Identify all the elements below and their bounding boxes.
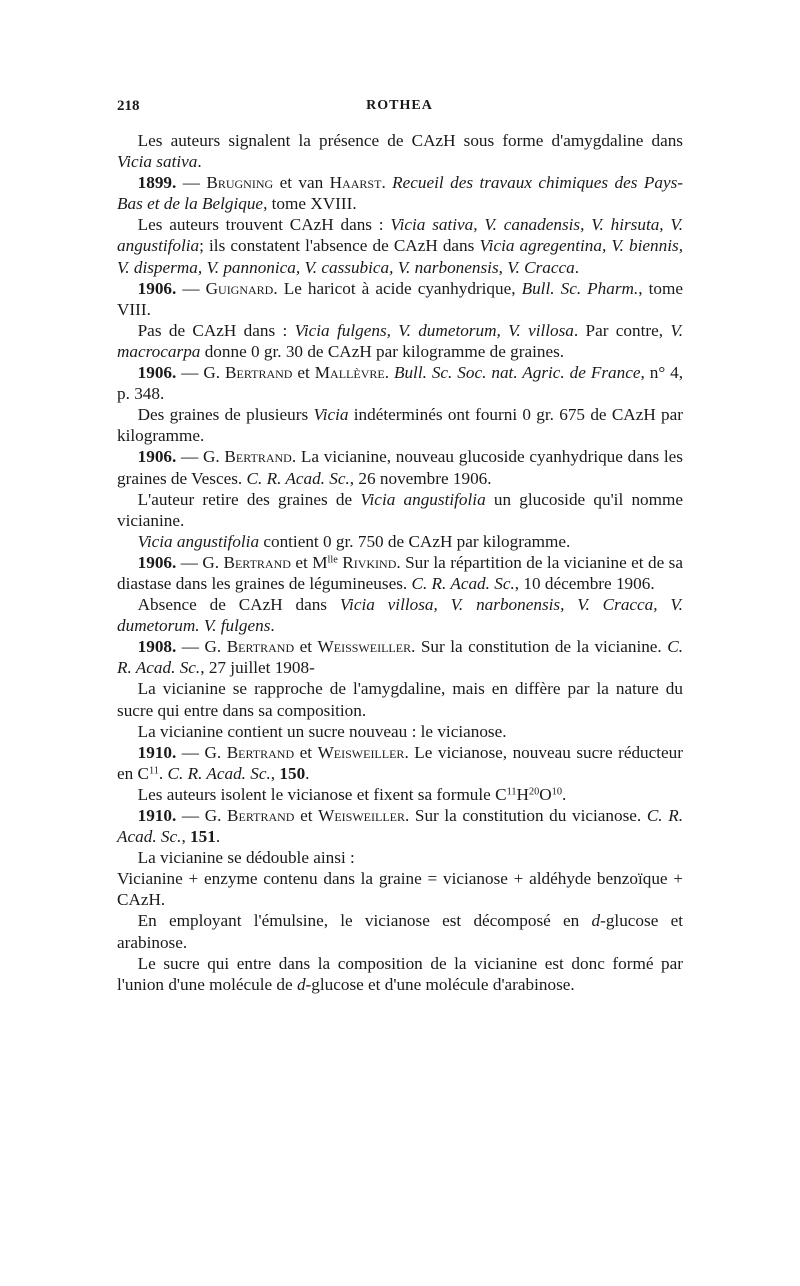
text: O <box>539 784 552 804</box>
text: . <box>270 616 275 636</box>
text: Les auteurs trouvent CAzH dans : <box>137 215 391 235</box>
journal-title: Recueil des travaux chimiques des Pays-Bas et de la Belgique <box>117 173 684 214</box>
text: , tome XVIII. <box>263 194 357 214</box>
text: . <box>305 763 310 783</box>
text: donne 0 gr. 30 de CAzH par kilogramme de graines. <box>200 341 565 361</box>
paragraph <box>117 320 683 362</box>
paragraph: La vicianine se rapproche de l'amygdaline, mais en diffère par la nature du sucre qui entre dans sa composition. <box>117 679 683 720</box>
journal-title: C. R. Acad. Sc. <box>167 763 271 783</box>
species-name: V. macrocarpa <box>117 320 683 361</box>
bibliography-entry <box>117 172 683 214</box>
text: — G. <box>176 806 228 825</box>
year: 1908. <box>137 637 177 657</box>
year: 1910. <box>137 742 177 762</box>
species-list: Vicia sativa, V. canadensis, V. hirsuta, V. angustifolia <box>117 215 683 256</box>
text: . <box>215 827 221 847</box>
running-title: ROTHEA <box>366 98 433 113</box>
author-name: Bertrand <box>223 552 291 572</box>
text: . Le vicianose, nouveau sucre réducteur en C <box>117 742 683 783</box>
species-name: Vicia sativa <box>117 152 198 172</box>
text: , n° 4, p. 348. <box>117 363 684 404</box>
text: , tome VIII. <box>117 278 683 319</box>
text: -glucose et arabinose. <box>117 911 683 952</box>
species-list: Vicia villosa, V. narbonensis, V. Cracca, V. dumetorum. V. fulgens <box>117 595 683 636</box>
page-header <box>117 98 682 120</box>
paragraph <box>117 130 683 172</box>
author-name: Bertrand <box>226 742 295 762</box>
author-name: Weisweiller <box>318 806 405 825</box>
paragraph <box>117 784 683 805</box>
paragraph <box>117 214 683 277</box>
text: . Le haricot à acide cyanhydrique, <box>273 278 522 298</box>
superscript: 11 <box>148 765 159 777</box>
page-body <box>117 130 683 995</box>
text: Pas de CAzH dans : <box>137 320 295 340</box>
text: . Sur la constitution de la vicianine. <box>411 637 668 657</box>
text: . <box>197 152 202 172</box>
species-name: Vicia <box>313 405 349 425</box>
year: 1899. <box>137 173 177 193</box>
text: Les auteurs isolent le vicianose et fixent sa formule C <box>137 784 507 804</box>
superscript: lle <box>327 554 338 566</box>
text: . <box>158 763 168 783</box>
text: et <box>292 363 315 383</box>
bibliography-entry <box>117 636 683 678</box>
text: . <box>561 784 567 804</box>
year: 1910. <box>137 806 177 825</box>
volume-number: 151 <box>190 827 216 847</box>
bibliography-entry <box>117 742 683 784</box>
text: un glucoside qu'il nomme vicianine. <box>117 489 684 530</box>
bibliography-entry <box>117 278 683 320</box>
text: et <box>294 637 318 657</box>
text: — G. <box>176 637 227 657</box>
volume-number: 150 <box>279 763 306 783</box>
author-name: Bertrand <box>226 637 295 657</box>
text: — G. <box>176 742 227 762</box>
paragraph <box>117 953 683 995</box>
text: , 27 juillet 1908- <box>200 658 315 678</box>
text: H <box>516 784 529 804</box>
text: . Sur la répartition de la vicianine et de sa diastase dans les graines de légumineuses. <box>117 552 683 593</box>
text: contient 0 gr. 750 de CAzH par kilogramme. <box>259 531 571 551</box>
author-name: Bertrand <box>225 363 293 383</box>
text: , <box>270 763 280 783</box>
text: indéterminés ont fourni 0 gr. 675 de CAzH par kilogramme. <box>117 405 683 446</box>
text: — <box>176 173 207 193</box>
text: et <box>294 806 319 825</box>
author-name: Bertrand <box>227 806 295 825</box>
species-list: Vicia fulgens, V. dumetorum, V. villosa <box>294 320 574 340</box>
year: 1906. <box>137 552 177 572</box>
text: et <box>294 742 318 762</box>
journal-title: Bull. Sc. Pharm. <box>521 278 639 298</box>
text: — G. <box>176 363 226 383</box>
bibliography-entry <box>117 805 683 847</box>
superscript: 10 <box>551 786 562 798</box>
year: 1906. <box>137 363 177 383</box>
text: — <box>176 278 206 298</box>
text: Des graines de plusieurs <box>137 405 314 425</box>
page-number: 218 <box>117 98 140 114</box>
bibliography-entry <box>117 552 683 594</box>
text: -glucose et d'une molécule d'arabinose. <box>305 974 575 994</box>
text: et M <box>290 552 328 572</box>
italic-prefix: d <box>296 974 306 994</box>
text: , 26 novembre 1906. <box>349 468 492 488</box>
bibliography-entry <box>117 362 683 404</box>
species-list: Vicia agregentina, V. biennis, V. disperma, V. pannonica, V. cassubica, V. narbonensis, V. Cracca <box>117 236 683 277</box>
paragraph <box>117 489 683 531</box>
text: — G. <box>176 447 225 467</box>
superscript: 20 <box>528 786 540 798</box>
text: Les auteurs signalent la présence de CAzH sous forme d'amygdaline dans <box>137 131 683 150</box>
journal-title: Bull. Sc. Soc. nat. Agric. de France <box>393 363 641 383</box>
text: . Par contre, <box>573 320 671 340</box>
author-name: Haarst <box>329 173 382 193</box>
text: et van <box>273 173 330 193</box>
text: , 10 décembre 1906. <box>514 573 655 593</box>
text: En employant l'émulsine, le vicianose est décomposé en <box>137 911 592 931</box>
journal-title: C. R. Acad. Sc. <box>117 806 683 847</box>
text: Le sucre qui entre dans la composition de la vicianine est donc formé par l'union d'une molécule de <box>117 953 683 994</box>
reaction-equation: Vicianine + enzyme contenu dans la graine = vicianose + aldéhyde benzoïque + CAzH. <box>117 869 683 910</box>
text: Absence de CAzH dans <box>137 595 340 615</box>
journal-title: C. R. Acad. Sc. <box>117 637 683 678</box>
text: L'auteur retire des graines de <box>137 489 361 509</box>
author-name: Rivkind <box>342 552 397 572</box>
author-name: Guignard <box>205 278 274 298</box>
text: ; ils constatent l'absence de CAzH dans <box>199 236 480 256</box>
journal-title: C. R. Acad. Sc. <box>411 573 515 593</box>
paragraph <box>117 531 683 552</box>
italic-prefix: d <box>591 911 601 931</box>
year: 1906. <box>137 447 177 467</box>
author-name: Brugning <box>206 173 274 193</box>
text: . <box>381 173 393 193</box>
author-name: Mallèvre <box>314 363 385 383</box>
species-name: Vicia angustifolia <box>360 489 486 509</box>
paragraph <box>117 910 683 952</box>
bibliography-entry <box>117 446 683 488</box>
text: , <box>181 827 191 847</box>
text: — G. <box>176 552 224 572</box>
paragraph <box>117 404 683 446</box>
author-name: Bertrand <box>224 447 292 467</box>
species-name: Vicia angustifolia <box>137 531 260 551</box>
text: . Sur la constitution du vicianose. <box>404 806 647 825</box>
author-name: Weissweiller <box>317 637 412 657</box>
year: 1906. <box>137 278 177 298</box>
paragraph <box>117 594 683 636</box>
superscript: 11 <box>506 786 517 798</box>
text: . La vicianine, nouveau glucoside cyanhydrique dans les graines de Vesces. <box>117 447 683 488</box>
text: . <box>574 257 579 277</box>
text: . <box>384 363 394 383</box>
journal-title: C. R. Acad. Sc. <box>246 468 350 488</box>
paragraph: La vicianine se dédouble ainsi : <box>137 848 355 868</box>
paragraph: La vicianine contient un sucre nouveau : le vicianose. <box>137 721 507 741</box>
author-name: Weisweiller <box>317 742 405 762</box>
